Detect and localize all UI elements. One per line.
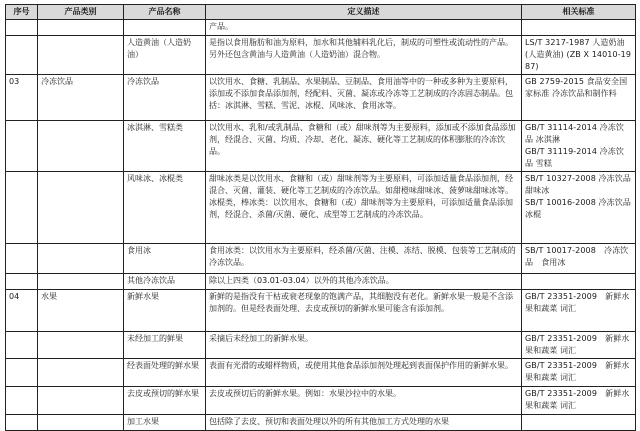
cell-definition: 采摘后未经加工的新鲜水果。	[206, 332, 522, 359]
cell-definition: 包括除了去皮、预切和表面处理以外的所有其他加工方式处理的水果	[206, 415, 522, 431]
cell-no	[6, 172, 38, 244]
cell-no	[6, 415, 38, 431]
cell-no	[6, 274, 38, 290]
table-row	[6, 75, 636, 121]
table-row	[6, 20, 636, 36]
cell-definition: 甜味冰类是以饮用水、食糖和（或）甜味剂等为主要原料，可添加适量食品添加剂，经混合、灭菌、灌装、硬化等工艺制成的冷冻饮品。如甜橙味甜味冰、菠萝味甜味冰等。 冰棍类，棒冰类：以饮用水、食糖和（或）甜味剂等为主要原料，可添加适量食品添加剂，经混合、杀菌/灭菌、硬化、成型等工艺制成的冷冻饮品。	[206, 172, 522, 244]
cell-no	[6, 121, 38, 172]
table-row	[6, 274, 636, 290]
cell-product-name: 其他冷冻饮品	[124, 274, 206, 290]
table-row	[6, 121, 636, 172]
cell-definition: 除以上四类（03.01-03.04）以外的其他冷冻饮品。	[206, 274, 522, 290]
cell-product-name: 加工水果	[124, 415, 206, 431]
cell-definition: 表面有光滑的或蜡样物质，或使用其他食品添加剂处理起到表面保护作用的新鲜水果。	[206, 359, 522, 387]
cell-category	[38, 36, 124, 75]
cell-standard: GB 2759-2015 食品安全国家标准 冷冻饮品和制作料	[522, 75, 636, 121]
cell-no	[6, 36, 38, 75]
cell-product-name: 冰淇淋、雪糕类	[124, 121, 206, 172]
cell-no	[6, 387, 38, 415]
cell-category	[38, 274, 124, 290]
cell-category: 冷冻饮品	[38, 75, 124, 121]
header-no: 序号	[6, 5, 38, 20]
table-row	[6, 36, 636, 75]
cell-standard: GB/T 23351-2009 新鲜水果和蔬菜 词汇	[522, 332, 636, 359]
header-product-name: 产品名称	[124, 5, 206, 20]
cell-product-name: 风味冰、冰棍类	[124, 172, 206, 244]
cell-standard	[522, 20, 636, 36]
cell-definition: 食用冰类：以饮用水为主要原料，经杀菌/灭菌、注模、冻结、脱模、包装等工艺制成的冷冻饮品。	[206, 244, 522, 274]
table-row	[6, 359, 636, 387]
cell-standard: SB/T 10327-2008 冷冻饮品 甜味冰 SB/T 10016-2008 冷冻饮品 冰棍	[522, 172, 636, 244]
cell-category	[38, 387, 124, 415]
cell-category	[38, 415, 124, 431]
cell-no	[6, 20, 38, 36]
table-row	[6, 387, 636, 415]
cell-product-name: 人造黄油（人造奶油）	[124, 36, 206, 75]
cell-definition: 产品。	[206, 20, 522, 36]
cell-category	[38, 244, 124, 274]
cell-standard: GB/T 23351-2009 新鲜水果和蔬菜 词汇	[522, 290, 636, 332]
cell-no: 04	[6, 290, 38, 332]
cell-product-name: 新鲜水果	[124, 290, 206, 332]
cell-product-name: 未经加工的鲜果	[124, 332, 206, 359]
cell-product-name: 去皮或预切的鲜水果	[124, 387, 206, 415]
header-category: 产品类别	[38, 5, 124, 20]
table-row	[6, 290, 636, 332]
header-standard: 相关标准	[522, 5, 636, 20]
cell-product-name: 食用冰	[124, 244, 206, 274]
standards-table-page	[5, 4, 635, 426]
cell-category	[38, 332, 124, 359]
cell-category	[38, 121, 124, 172]
cell-standard: LS/T 3217-1987 人造奶油(人造黄油) (ZB X 14010-1987)	[522, 36, 636, 75]
cell-category	[38, 172, 124, 244]
cell-standard	[522, 415, 636, 431]
cell-no	[6, 244, 38, 274]
cell-product-name: 经表面处理的鲜水果	[124, 359, 206, 387]
cell-standard: SB/T 10017-2008 冷冻饮品 食用冰	[522, 244, 636, 274]
cell-standard: GB/T 31114-2014 冷冻饮品 冰淇淋 GB/T 31119-2014 冷冻饮品 雪糕	[522, 121, 636, 172]
table-row	[6, 415, 636, 431]
cell-standard	[522, 274, 636, 290]
cell-category: 水果	[38, 290, 124, 332]
food-category-table	[5, 4, 636, 431]
cell-definition: 去皮或预切后的新鲜水果。例如：水果沙拉中的水果。	[206, 387, 522, 415]
header-definition: 定义描述	[206, 5, 522, 20]
table-row	[6, 244, 636, 274]
cell-definition: 是指以食用脂肪和油为原料，加水和其他辅料乳化后，制成的可塑性或流动性的产品。另外还包含黄油与人造黄油（人造奶油）混合物。	[206, 36, 522, 75]
cell-category	[38, 20, 124, 36]
cell-definition: 以饮用水、乳和/或乳制品、食糖和（或）甜味剂等为主要原料，添加或不添加食品添加剂，经混合、灭菌、均质、冷却、老化、凝冻、硬化等工艺制成的体积膨胀的冷冻饮品。	[206, 121, 522, 172]
table-header-row	[6, 5, 636, 20]
cell-definition: 以饮用水、食糖、乳制品、水果制品、豆制品、食用油等中的一种或多种为主要原料，添加或不添加食品添加剂，经配料、灭菌、凝冻或冷冻等工艺制成的冷冻固态制品。包括：冰淇淋、雪糕、雪泥、冰棍、风味冰、食用冰等。	[206, 75, 522, 121]
cell-product-name: 冷冻饮品	[124, 75, 206, 121]
cell-standard: GB/T 23351-2009 新鲜水果和蔬菜 词汇	[522, 359, 636, 387]
cell-no	[6, 332, 38, 359]
cell-no: 03	[6, 75, 38, 121]
cell-definition: 新鲜的是指没有干枯或衰老现象的饱满产品，其细胞没有老化。新鲜水果一般是不含添加剂的。但是经表面处理、去皮或预切的新鲜水果可能含有添加剂。	[206, 290, 522, 332]
table-row	[6, 332, 636, 359]
table-row	[6, 172, 636, 244]
cell-no	[6, 359, 38, 387]
cell-standard: GB/T 23351-2009 新鲜水果和蔬菜 词汇	[522, 387, 636, 415]
cell-category	[38, 359, 124, 387]
cell-product-name	[124, 20, 206, 36]
